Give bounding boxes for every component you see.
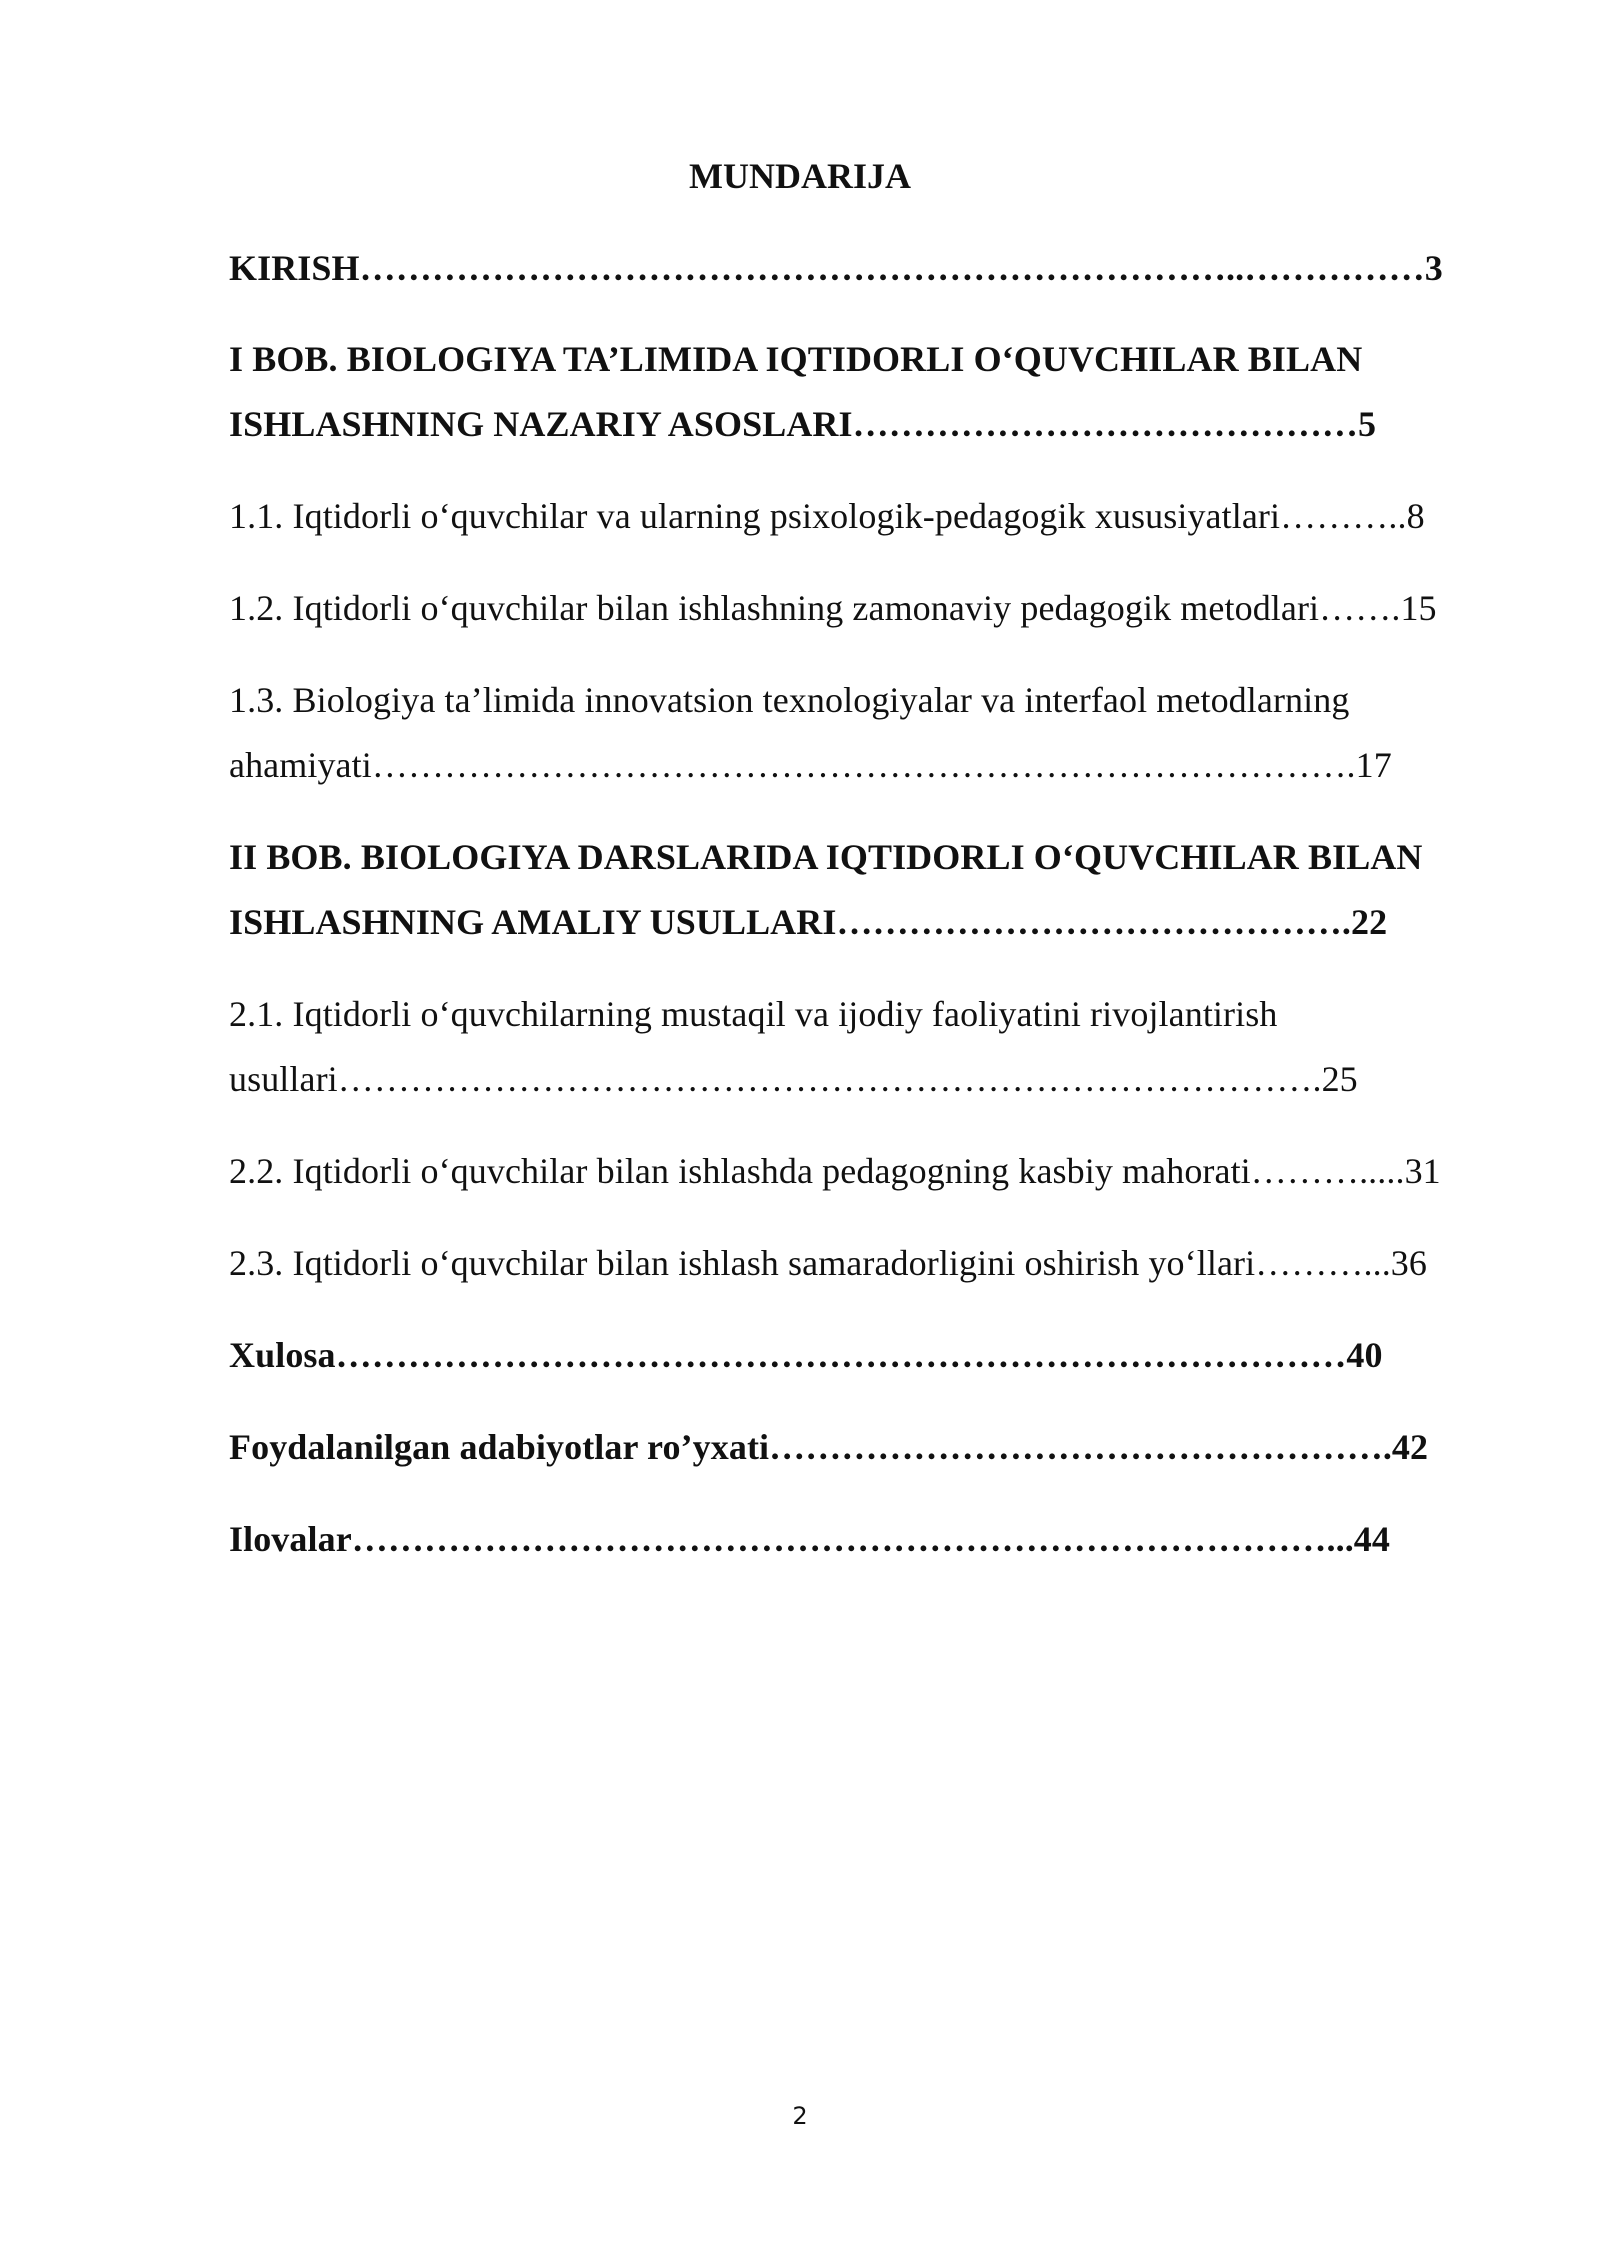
toc-section-2-3: 2.3. Iqtidorli o‘quvchilar bilan ishlash samaradorligini oshirish yo‘llari………...36 bbox=[229, 1243, 1428, 1283]
toc-section-2-1-line-1: 2.1. Iqtidorli o‘quvchilarning mustaqil va ijodiy faoliyatini rivojlantirish bbox=[229, 994, 1278, 1034]
toc-entry-adabiyotlar: Foydalanilgan adabiyotlar ro’yxati…………………………………………….42 bbox=[229, 1427, 1429, 1467]
toc-chapter-2-line-1: II BOB. BIOLOGIYA DARSLARIDA IQTIDORLI O‘QUVCHILAR BILAN bbox=[229, 837, 1423, 877]
page-number: 2 bbox=[792, 2102, 808, 2130]
toc-section-1-1: 1.1. Iqtidorli o‘quvchilar va ularning psixologik-pedagogik xususiyatlari………..8 bbox=[229, 496, 1425, 536]
toc-entry-ilovalar: Ilovalar………………………………………………………………………...44 bbox=[229, 1519, 1390, 1559]
toc-section-1-2: 1.2. Iqtidorli o‘quvchilar bilan ishlashning zamonaviy pedagogik metodlari…….15 bbox=[229, 588, 1437, 628]
toc-chapter-1-line-2: ISHLASHNING NAZARIY ASOSLARI……………………………………5 bbox=[229, 404, 1377, 444]
toc-section-2-1-line-2: usullari……………………………………………………………………….25 bbox=[229, 1059, 1358, 1099]
toc-section-2-2: 2.2. Iqtidorli o‘quvchilar bilan ishlashda pedagogning kasbiy mahorati……….....31 bbox=[229, 1151, 1441, 1191]
page-title: MUNDARIJA bbox=[689, 156, 911, 196]
toc-entry-xulosa: Xulosa…………………………………………………………………………40 bbox=[229, 1335, 1383, 1375]
toc-section-1-3-line-2: ahamiyati……………………………………………………………………….17 bbox=[229, 745, 1392, 785]
toc-entry-kirish: KIRISH………………………………………………………………..……………3 bbox=[229, 248, 1443, 288]
toc-chapter-2-line-2: ISHLASHNING AMALIY USULLARI…………………………………….22 bbox=[229, 902, 1388, 942]
toc-section-1-3-line-1: 1.3. Biologiya ta’limida innovatsion texnologiyalar va interfaol metodlarning bbox=[229, 680, 1350, 720]
toc-chapter-1-line-1: I BOB. BIOLOGIYA TA’LIMIDA IQTIDORLI O‘QUVCHILAR BILAN bbox=[229, 339, 1363, 379]
